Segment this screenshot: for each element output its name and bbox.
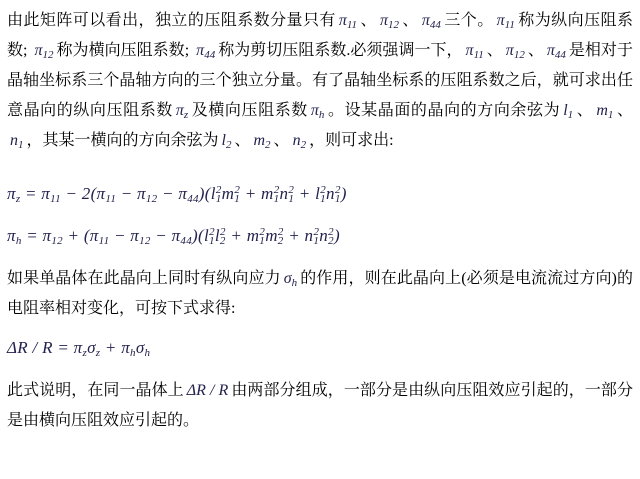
text-run: 、 bbox=[527, 42, 544, 59]
paragraph-conclusion bbox=[7, 376, 633, 436]
text-run: 称为纵向压阻系数; bbox=[7, 12, 633, 59]
inline-math: $n_2$ bbox=[292, 132, 307, 152]
inline-math: $\pi_{12}$ bbox=[34, 42, 54, 62]
inline-math: ΔR / R bbox=[186, 382, 229, 399]
inline-math: $\pi_{44}$ bbox=[546, 42, 566, 62]
inline-math: $\pi_{44}$ bbox=[196, 42, 216, 62]
inline-math: $l_2$ bbox=[221, 132, 232, 152]
text-run: 由两部分组成，一部分是由纵向压阻效应引起的，一部分是由横向压阻效应引起的。 bbox=[7, 382, 633, 429]
text-run: ，则可求出: bbox=[309, 132, 394, 149]
text-run: 、 bbox=[401, 12, 419, 29]
text-run: 称为剪切压阻系数.必须强调一下， bbox=[218, 42, 463, 59]
text-run: 、 bbox=[360, 12, 377, 29]
inline-math: $\pi_{44}$ bbox=[421, 12, 441, 32]
text-run: ，其某一横向的方向余弦为 bbox=[26, 132, 219, 149]
text-run: 。设某晶面的晶向的方向余弦为 bbox=[327, 102, 561, 119]
formula-transverse-piezoresistance: $\pi_h = \pi_{12} + (\pi_{11} - \pi_{12} - \pi_{44})(l_1^2l_2^2 + m_1^2m_2^2 + n_1^2n_2^2)$ bbox=[7, 225, 340, 248]
text-run: 此式说明，在同一晶体上 bbox=[7, 382, 184, 399]
inline-math: $\pi_{11}$ bbox=[465, 42, 484, 62]
text-run: 是相对于晶轴坐标系三个晶轴方向的三个独立分量。有了晶轴坐标系的压阻系数之后，就可求出任意晶向的纵向压阻系数 bbox=[7, 42, 633, 119]
text-run: 三个。 bbox=[443, 12, 494, 29]
formula-longitudinal-piezoresistance: $\pi_z = \pi_{11} - 2(\pi_{11} - \pi_{12} - \pi_{44})(l_1^2m_1^2 + m_1^2n_1^2 + l_1^2n_1^2)$ bbox=[7, 183, 347, 206]
text-run: 、 bbox=[234, 132, 251, 149]
inline-math: $m_2$ bbox=[253, 132, 271, 152]
inline-math: $\sigma_h$ bbox=[283, 270, 298, 290]
text-run: 、 bbox=[486, 42, 503, 59]
text-run: 、 bbox=[616, 102, 633, 119]
inline-math: $\pi_{12}$ bbox=[379, 12, 399, 32]
text-run: 如果单晶体在此晶向上同时有纵向应力 bbox=[7, 270, 281, 287]
paragraph-stress-effect bbox=[7, 264, 633, 324]
text-run: 称为横向压阻系数; bbox=[56, 42, 194, 59]
text-run: 、 bbox=[273, 132, 290, 149]
inline-math: $l_1$ bbox=[563, 102, 574, 122]
inline-math: $n_1$ bbox=[10, 132, 24, 152]
formula-resistance-relative-change: $\Delta R / R = \pi_z\sigma_z + \pi_h\sigma_h$ bbox=[7, 338, 151, 360]
text-run: 、 bbox=[576, 102, 594, 119]
paragraph-spacer bbox=[7, 166, 633, 170]
text-run: 及横向压阻系数 bbox=[191, 102, 308, 119]
inline-math: $\pi_{11}$ bbox=[338, 12, 358, 32]
inline-math: $\pi_{12}$ bbox=[505, 42, 525, 62]
inline-math: $\pi_{11}$ bbox=[496, 12, 515, 32]
paragraph-independent-coefficients bbox=[7, 6, 633, 156]
text-run: 由此矩阵可以看出，独立的压阻系数分量只有 bbox=[7, 12, 336, 29]
inline-math: $m_1$ bbox=[596, 102, 614, 122]
inline-math: $\pi_h$ bbox=[310, 102, 325, 122]
inline-math: $\pi_z$ bbox=[175, 102, 189, 122]
text-run: 的作用，则在此晶向上(必须是电流流过方向)的电阻率相对变化，可按下式求得: bbox=[7, 270, 633, 317]
